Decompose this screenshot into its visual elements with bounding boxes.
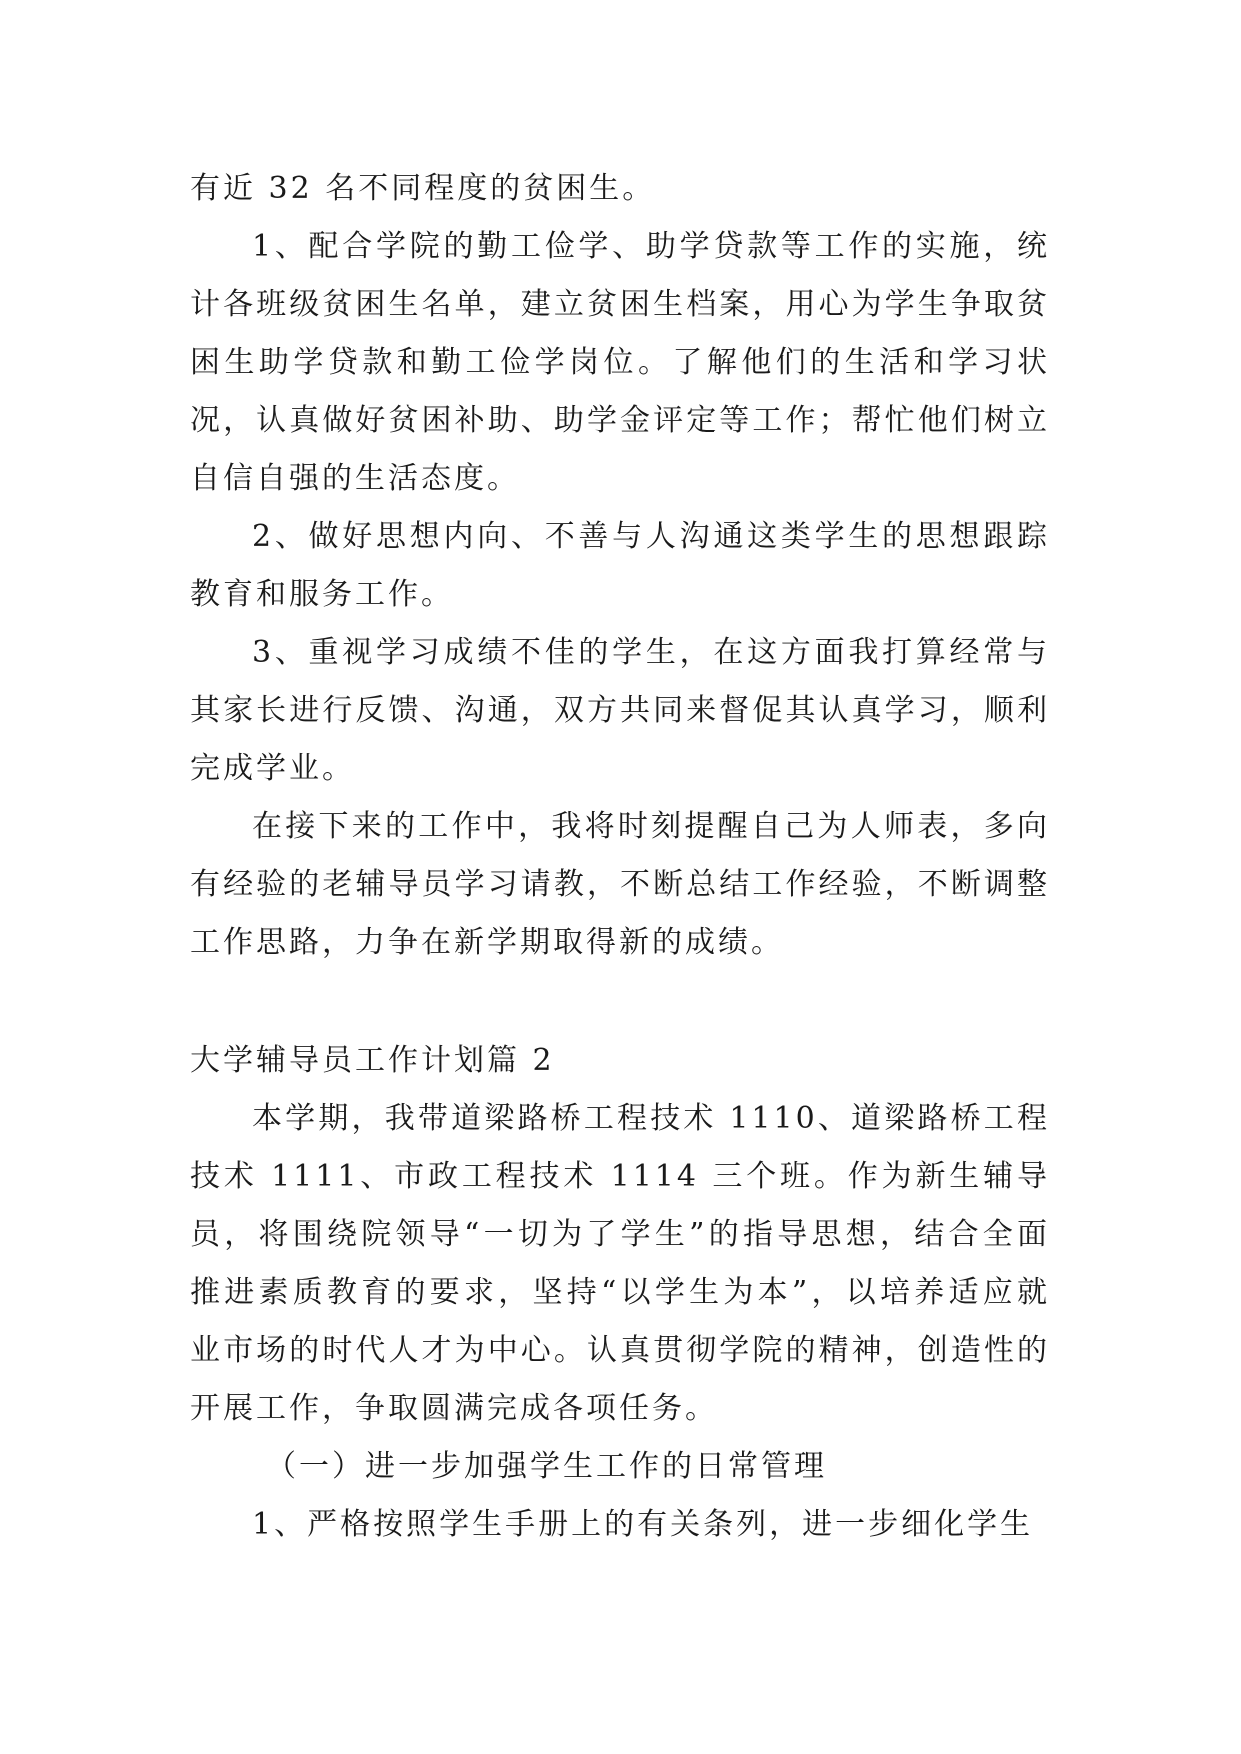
subheading: （一）进一步加强学生工作的日常管理 <box>266 1449 827 1484</box>
paragraph-item-1-management: 1、严格按照学生手册上的有关条列，进一步细化学生 <box>252 1507 1034 1542</box>
section-heading: 大学辅导员工作计划篇 2 <box>190 1043 555 1078</box>
paragraph-item-1: 1、配合学院的勤工俭学、助学贷款等工作的实施，统计各班级贫困生名单，建立贫困生档案，用心为学生争取贫困生助学贷款和勤工俭学岗位。了解他们的生活和学习状况，认真做好贫困补助、助学金评定等工作；帮忙他们树立自信自强的生活态度。 <box>190 229 1050 496</box>
paragraph-item-3: 3、重视学习成绩不佳的学生，在这方面我打算经常与其家长进行反馈、沟通，双方共同来督促其认真学习，顺利完成学业。 <box>190 635 1050 786</box>
paragraph-intro: 本学期，我带道梁路桥工程技术 1110、道梁路桥工程技术 1111、市政工程技术 1114 三个班。作为新生辅导员，将围绕院领导“一切为了学生”的指导思想，结合全面推进素质教育的要求，坚持“以学生为本”，以培养适应就业市场的时代人才为中心。认真贯彻学院的精神，创造性的开展工作，争取圆满完成各项任务。 <box>190 1101 1050 1426</box>
paragraph-item-2: 2、做好思想内向、不善与人沟通这类学生的思想跟踪教育和服务工作。 <box>190 519 1050 612</box>
document-body <box>190 160 1050 1554</box>
paragraph-continuation: 有近 32 名不同程度的贫困生。 <box>190 171 656 206</box>
paragraph-closing: 在接下来的工作中，我将时刻提醒自己为人师表，多向有经验的老辅导员学习请教，不断总结工作经验，不断调整工作思路，力争在新学期取得新的成绩。 <box>190 809 1050 960</box>
